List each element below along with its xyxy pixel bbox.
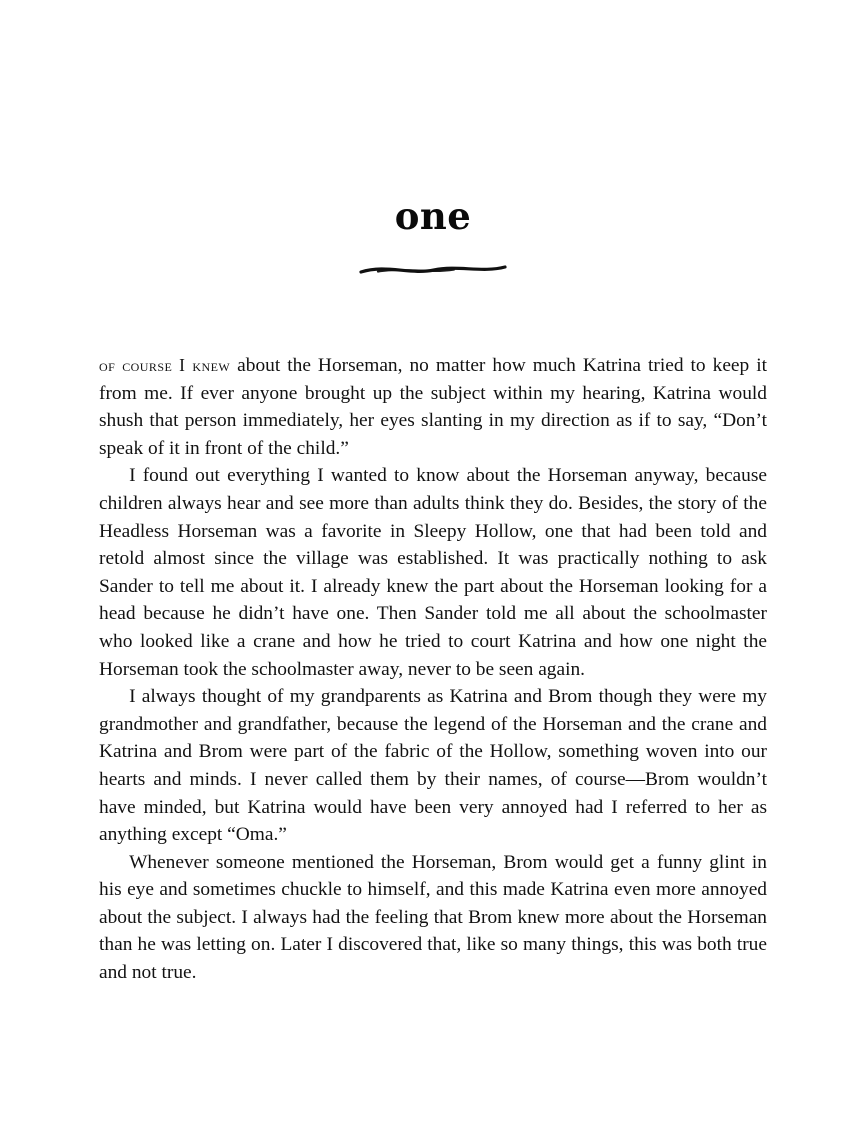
wavy-rule-ornament-icon <box>0 257 866 283</box>
paragraph-3: I always thought of my grandparents as Katrina and Brom though they were my grandmother and grandfather, because the legend of the Horseman and the crane and Katrina and Brom were part of the fabric of the Hollow, something woven into our hearts and minds. I never called them by their names, of course—Brom wouldn’t have minded, but Katrina would have been very annoyed had I referred to her as anything except “Oma.” <box>99 686 767 846</box>
paragraph-2: I found out everything I wanted to know about the Horseman anyway, because children always hear and see more than adults think they do. Besides, the story of the Headless Horseman was a favorite in Sleepy Hollow, one that had been told and retold almost since the village was established. It was practically nothing to ask Sander to tell me about it. I already knew the part about the Horseman looking for a head because he didn’t have one. Then Sander told me all about the schoolmaster who looked like a crane and how he tried to court Katrina and how one night the Horseman took the schoolmaster away, never to be seen again. <box>99 465 767 680</box>
chapter-body <box>99 352 767 987</box>
chapter-title: one <box>394 194 472 238</box>
paragraph-1 <box>99 352 767 462</box>
chapter-header <box>0 194 866 283</box>
opening-smallcaps: of course I knew <box>99 355 231 375</box>
paragraph-4: Whenever someone mentioned the Horseman, Brom would get a funny glint in his eye and sometimes chuckle to himself, and this made Katrina even more annoyed about the subject. I always had the feeling that Brom knew more about the Horseman than he was letting on. Later I discovered that, like so many things, this was both true and not true. <box>99 851 767 984</box>
paragraph-1-text: about the Horseman, no matter how much Katrina tried to keep it from me. If ever anyone brought up the subject within my hearing, Katrina would shush that person immediately, her eyes slanting in my direction as if to say, “Don’t speak of it in front of the child.” <box>99 355 767 459</box>
